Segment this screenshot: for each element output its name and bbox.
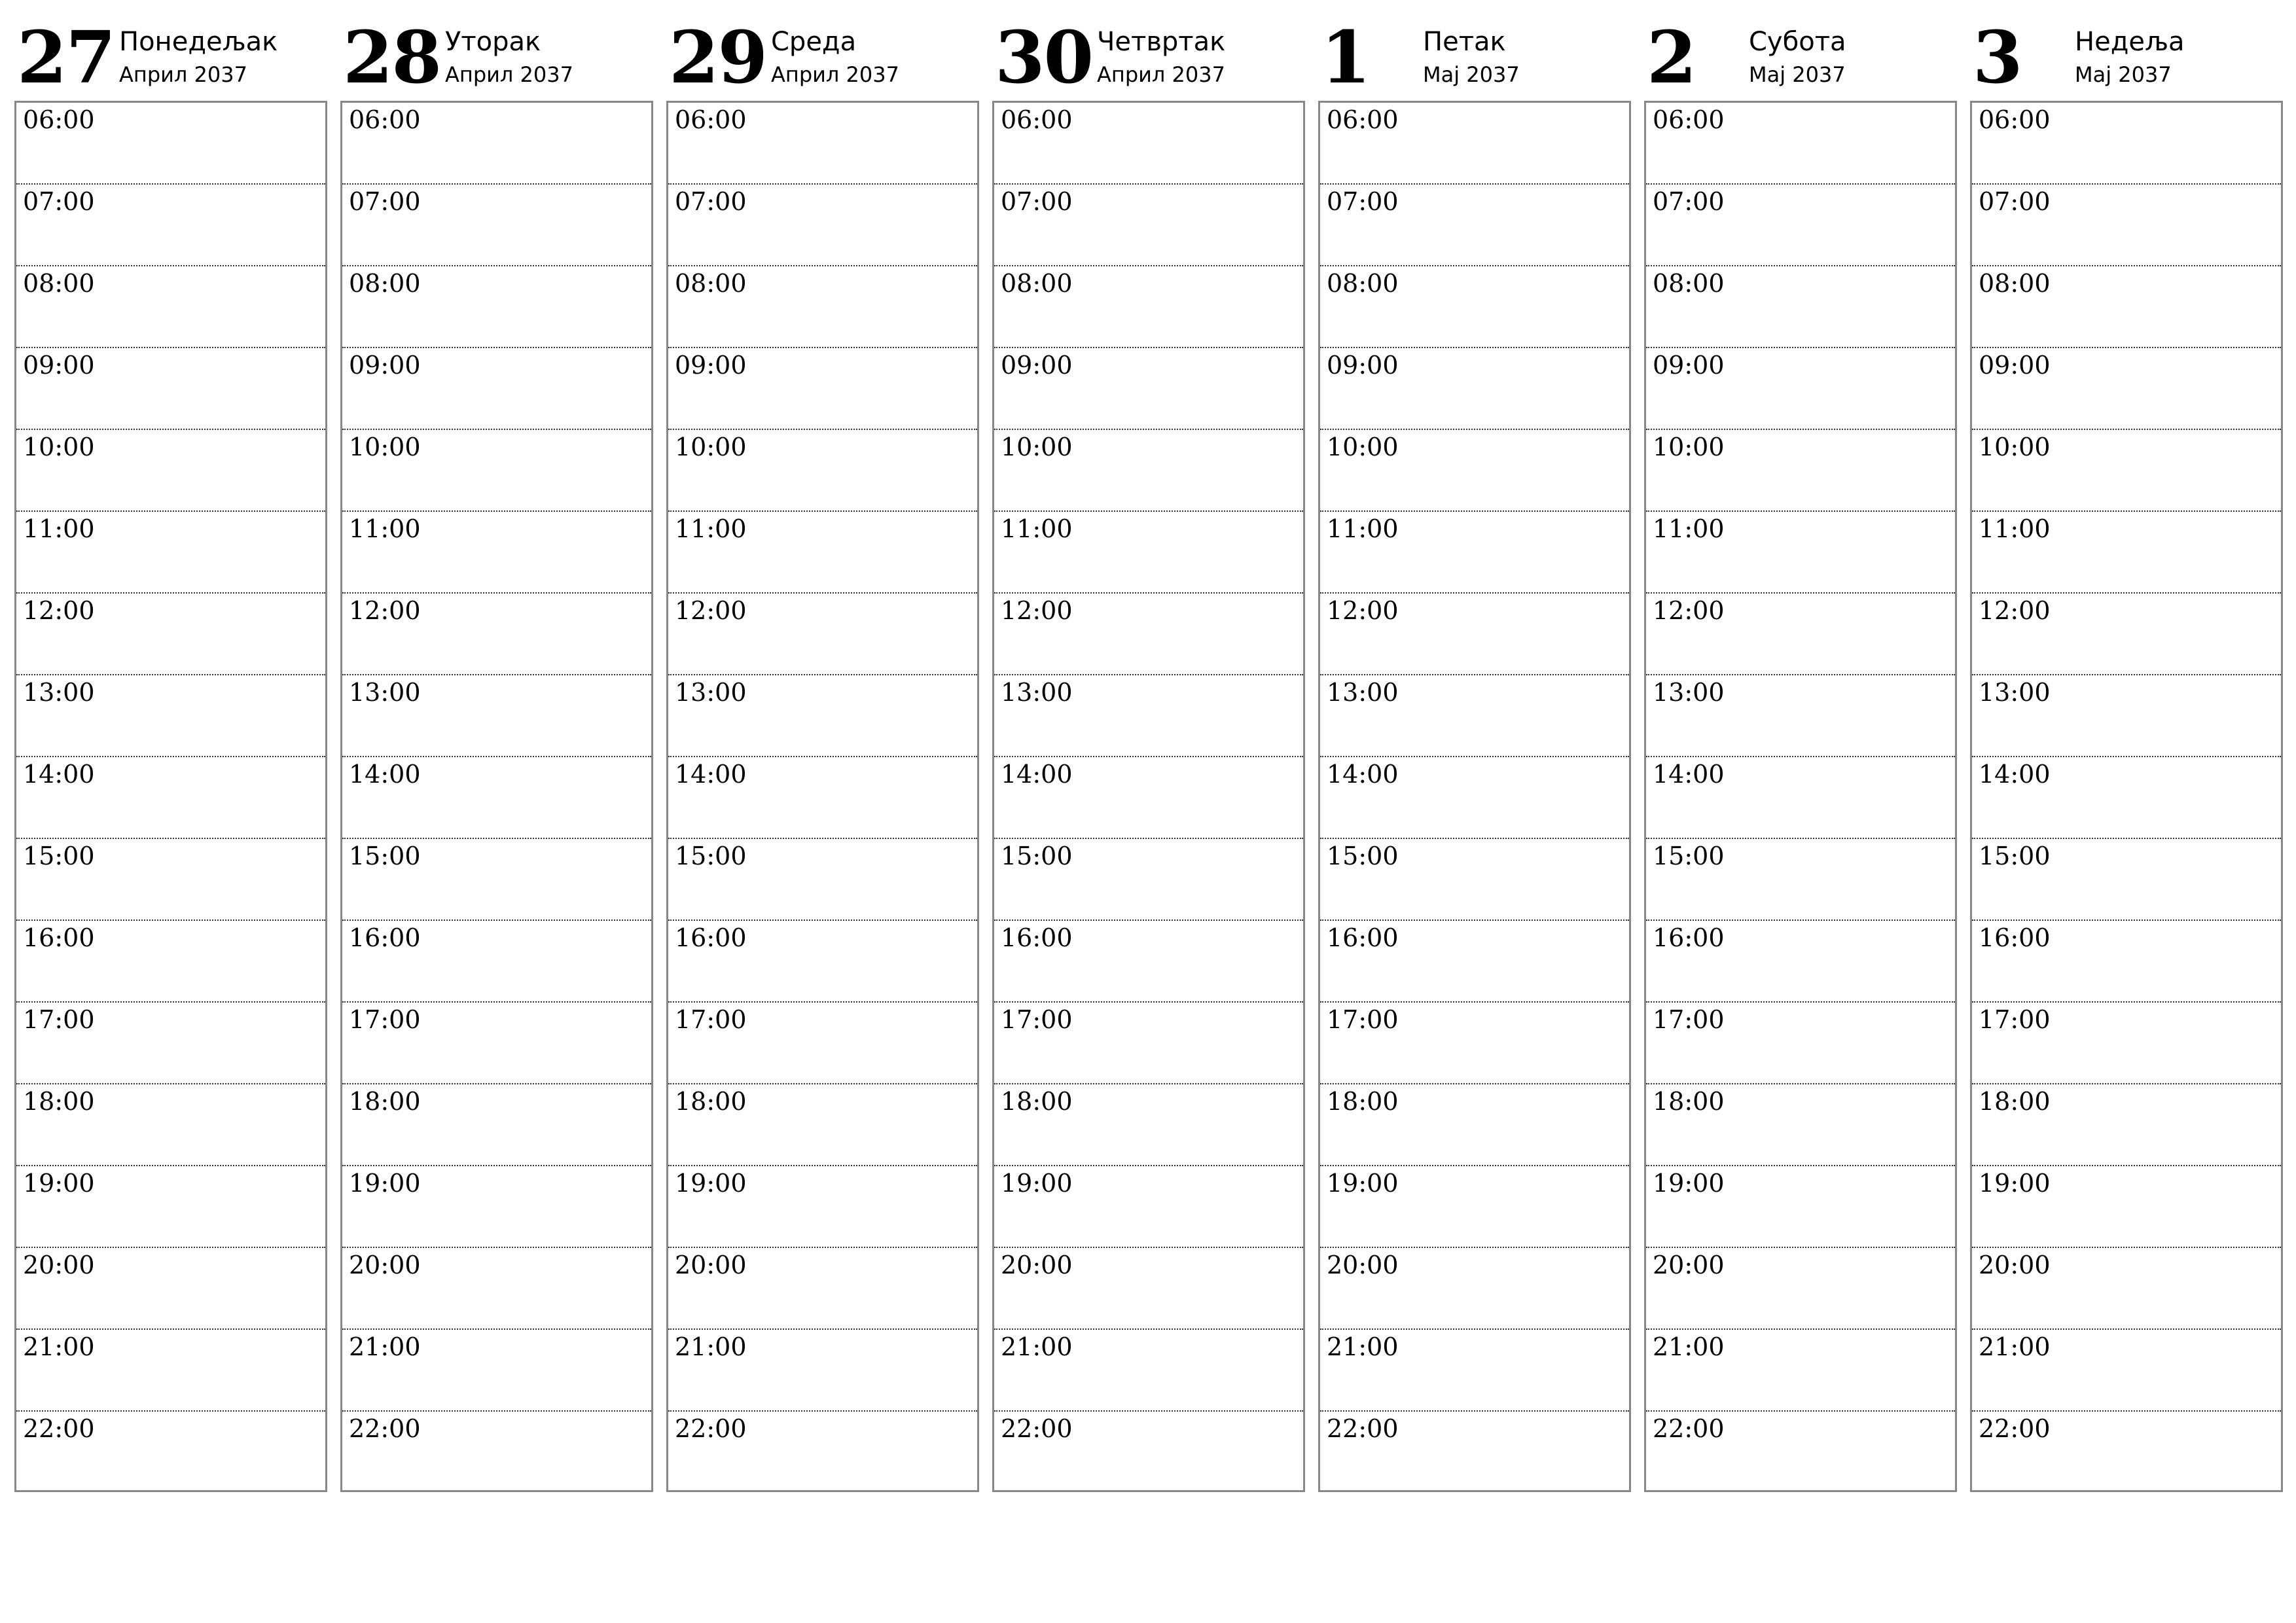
hour-label: 18:00 [1327, 1087, 1399, 1116]
day-month: Април 2037 [119, 62, 247, 87]
hour-label: 16:00 [675, 923, 747, 952]
hour-slot[interactable] [1320, 921, 1629, 1003]
hour-label: 12:00 [349, 596, 421, 625]
hour-slot[interactable] [994, 430, 1303, 512]
hour-label: 21:00 [349, 1332, 421, 1361]
hour-slot[interactable] [668, 1248, 977, 1330]
hour-label: 08:00 [675, 269, 747, 298]
hour-slot[interactable] [1320, 185, 1629, 266]
hour-label: 09:00 [349, 351, 421, 380]
hour-label: 22:00 [23, 1414, 95, 1443]
hour-label: 13:00 [23, 678, 95, 707]
hour-label: 10:00 [1327, 433, 1399, 461]
hours-box [14, 101, 327, 1492]
hour-slot[interactable] [1320, 348, 1629, 430]
hour-label: 11:00 [349, 514, 421, 543]
hour-slot[interactable] [342, 512, 651, 594]
hour-label: 08:00 [1653, 269, 1725, 298]
hour-label: 17:00 [1653, 1005, 1725, 1034]
hour-slot[interactable] [994, 103, 1303, 185]
hour-label: 13:00 [349, 678, 421, 707]
hour-slot[interactable] [994, 512, 1303, 594]
hour-label: 06:00 [1979, 105, 2051, 134]
hour-slot[interactable] [1972, 675, 2281, 757]
hour-slot[interactable] [16, 512, 325, 594]
day-header [340, 16, 653, 101]
hour-slot[interactable] [342, 185, 651, 266]
day-column [1644, 16, 1957, 1496]
hour-label: 21:00 [1653, 1332, 1725, 1361]
hour-label: 09:00 [1327, 351, 1399, 380]
hour-slot[interactable] [1320, 594, 1629, 675]
day-month: Мај 2037 [1749, 62, 1846, 87]
hour-slot[interactable] [1646, 1084, 1955, 1166]
hour-slot[interactable] [1972, 1412, 2281, 1490]
hour-slot[interactable] [1320, 675, 1629, 757]
hour-slot[interactable] [668, 266, 977, 348]
hour-label: 14:00 [1001, 760, 1073, 789]
hour-label: 10:00 [1979, 433, 2051, 461]
day-column [666, 16, 979, 1496]
day-column [14, 16, 327, 1496]
hour-slot[interactable] [1646, 430, 1955, 512]
hour-slot[interactable] [342, 594, 651, 675]
hour-label: 07:00 [349, 187, 421, 216]
hour-slot[interactable] [16, 839, 325, 921]
day-number: 3 [1973, 15, 2022, 99]
hour-slot[interactable] [342, 1003, 651, 1084]
hour-label: 14:00 [1979, 760, 2051, 789]
day-name: Четвртак [1097, 27, 1226, 57]
hour-label: 17:00 [349, 1005, 421, 1034]
hour-slot[interactable] [994, 1248, 1303, 1330]
hour-slot[interactable] [342, 1084, 651, 1166]
day-number: 2 [1647, 15, 1696, 99]
hour-label: 20:00 [1653, 1251, 1725, 1279]
hour-label: 07:00 [1001, 187, 1073, 216]
hour-slot[interactable] [1972, 1330, 2281, 1412]
hour-label: 16:00 [1001, 923, 1073, 952]
hour-label: 12:00 [23, 596, 95, 625]
hour-label: 15:00 [675, 842, 747, 870]
day-name: Среда [771, 27, 857, 57]
hour-slot[interactable] [994, 348, 1303, 430]
hour-slot[interactable] [1320, 430, 1629, 512]
hour-slot[interactable] [994, 757, 1303, 839]
hour-label: 16:00 [1979, 923, 2051, 952]
hours-box [1318, 101, 1631, 1492]
day-month: Април 2037 [1097, 62, 1225, 87]
hour-slot[interactable] [16, 103, 325, 185]
day-header [1970, 16, 2283, 101]
hour-label: 12:00 [1327, 596, 1399, 625]
day-number: 29 [669, 15, 767, 99]
hours-box [666, 101, 979, 1492]
hour-slot[interactable] [1972, 266, 2281, 348]
hour-label: 12:00 [1653, 596, 1725, 625]
hour-slot[interactable] [1972, 594, 2281, 675]
hour-label: 16:00 [23, 923, 95, 952]
day-name: Субота [1749, 27, 1846, 57]
hour-label: 07:00 [1653, 187, 1725, 216]
hour-label: 19:00 [349, 1169, 421, 1198]
day-month: Мај 2037 [2075, 62, 2172, 87]
hour-slot[interactable] [994, 594, 1303, 675]
hour-slot[interactable] [1646, 1166, 1955, 1248]
hour-label: 06:00 [23, 105, 95, 134]
hour-slot[interactable] [1320, 1003, 1629, 1084]
hour-slot[interactable] [342, 757, 651, 839]
hour-slot[interactable] [1972, 348, 2281, 430]
hour-label: 15:00 [1979, 842, 2051, 870]
hour-label: 22:00 [1001, 1414, 1073, 1443]
hour-label: 13:00 [1979, 678, 2051, 707]
weekly-planner [14, 16, 2288, 1496]
hour-label: 18:00 [1001, 1087, 1073, 1116]
hour-label: 09:00 [1653, 351, 1725, 380]
hour-slot[interactable] [16, 1412, 325, 1490]
hour-label: 15:00 [23, 842, 95, 870]
hour-slot[interactable] [16, 594, 325, 675]
hour-slot[interactable] [994, 839, 1303, 921]
hour-slot[interactable] [1320, 1084, 1629, 1166]
hour-slot[interactable] [342, 103, 651, 185]
hour-slot[interactable] [16, 757, 325, 839]
hour-slot[interactable] [16, 185, 325, 266]
hour-label: 17:00 [23, 1005, 95, 1034]
day-month: Април 2037 [771, 62, 899, 87]
day-header [666, 16, 979, 101]
hour-label: 07:00 [1327, 187, 1399, 216]
hour-slot[interactable] [668, 757, 977, 839]
hour-label: 21:00 [23, 1332, 95, 1361]
hour-slot[interactable] [1972, 430, 2281, 512]
hour-label: 14:00 [23, 760, 95, 789]
hour-label: 13:00 [675, 678, 747, 707]
hour-label: 20:00 [1001, 1251, 1073, 1279]
hour-slot[interactable] [994, 1330, 1303, 1412]
hour-label: 11:00 [675, 514, 747, 543]
hour-slot[interactable] [1972, 1248, 2281, 1330]
hour-slot[interactable] [1646, 512, 1955, 594]
hour-label: 20:00 [23, 1251, 95, 1279]
day-column [992, 16, 1305, 1496]
hour-label: 18:00 [1979, 1087, 2051, 1116]
hour-label: 08:00 [1979, 269, 2051, 298]
hour-label: 10:00 [675, 433, 747, 461]
hour-slot[interactable] [1972, 185, 2281, 266]
hour-slot[interactable] [1320, 1248, 1629, 1330]
hour-label: 12:00 [1001, 596, 1073, 625]
hour-label: 14:00 [1653, 760, 1725, 789]
hours-box [992, 101, 1305, 1492]
hour-label: 08:00 [1001, 269, 1073, 298]
hour-label: 20:00 [675, 1251, 747, 1279]
hour-label: 11:00 [1653, 514, 1725, 543]
hour-label: 21:00 [1979, 1332, 2051, 1361]
hours-box [340, 101, 653, 1492]
hour-label: 09:00 [1979, 351, 2051, 380]
hour-label: 16:00 [1653, 923, 1725, 952]
hour-label: 11:00 [1327, 514, 1399, 543]
hour-slot[interactable] [1320, 839, 1629, 921]
hour-label: 21:00 [675, 1332, 747, 1361]
hour-slot[interactable] [668, 103, 977, 185]
hour-slot[interactable] [1972, 1166, 2281, 1248]
hour-label: 15:00 [1327, 842, 1399, 870]
day-header [1318, 16, 1631, 101]
day-column [340, 16, 653, 1496]
hour-slot[interactable] [1320, 1412, 1629, 1490]
day-number: 1 [1321, 15, 1370, 99]
hour-slot[interactable] [1646, 185, 1955, 266]
hour-slot[interactable] [1972, 512, 2281, 594]
hour-label: 13:00 [1001, 678, 1073, 707]
hour-label: 17:00 [1979, 1005, 2051, 1034]
hour-label: 20:00 [1327, 1251, 1399, 1279]
hour-label: 19:00 [1327, 1169, 1399, 1198]
hour-label: 07:00 [23, 187, 95, 216]
hour-slot[interactable] [1646, 1003, 1955, 1084]
hour-slot[interactable] [342, 921, 651, 1003]
hour-label: 09:00 [675, 351, 747, 380]
hour-slot[interactable] [1646, 675, 1955, 757]
hour-label: 17:00 [1327, 1005, 1399, 1034]
hour-label: 19:00 [1979, 1169, 2051, 1198]
hour-slot[interactable] [1646, 757, 1955, 839]
hour-slot[interactable] [1320, 103, 1629, 185]
hour-label: 08:00 [1327, 269, 1399, 298]
hour-label: 18:00 [349, 1087, 421, 1116]
hour-slot[interactable] [994, 921, 1303, 1003]
hour-label: 18:00 [675, 1087, 747, 1116]
hour-slot[interactable] [1646, 921, 1955, 1003]
hour-label: 17:00 [675, 1005, 747, 1034]
hour-label: 10:00 [349, 433, 421, 461]
hour-slot[interactable] [16, 675, 325, 757]
day-number: 28 [343, 15, 441, 99]
hour-slot[interactable] [16, 430, 325, 512]
hour-label: 19:00 [675, 1169, 747, 1198]
hour-label: 16:00 [349, 923, 421, 952]
hour-label: 18:00 [1653, 1087, 1725, 1116]
hour-slot[interactable] [16, 1248, 325, 1330]
hour-label: 09:00 [1001, 351, 1073, 380]
hour-slot[interactable] [1646, 103, 1955, 185]
hour-label: 22:00 [349, 1414, 421, 1443]
hour-slot[interactable] [342, 839, 651, 921]
day-number: 27 [17, 15, 115, 99]
hour-label: 22:00 [1979, 1414, 2051, 1443]
hour-slot[interactable] [1320, 1166, 1629, 1248]
hour-label: 13:00 [1327, 678, 1399, 707]
hour-slot[interactable] [1972, 103, 2281, 185]
hour-slot[interactable] [16, 921, 325, 1003]
hour-slot[interactable] [16, 1003, 325, 1084]
day-number: 30 [995, 15, 1093, 99]
day-header [14, 16, 327, 101]
hour-slot[interactable] [994, 185, 1303, 266]
hour-label: 08:00 [23, 269, 95, 298]
hour-slot[interactable] [994, 1166, 1303, 1248]
hour-slot[interactable] [994, 1412, 1303, 1490]
hour-label: 21:00 [1327, 1332, 1399, 1361]
hour-slot[interactable] [342, 675, 651, 757]
hour-slot[interactable] [16, 1166, 325, 1248]
day-month: Април 2037 [445, 62, 573, 87]
hour-label: 06:00 [1653, 105, 1725, 134]
hour-slot[interactable] [668, 1330, 977, 1412]
hour-label: 19:00 [1001, 1169, 1073, 1198]
hour-label: 10:00 [1001, 433, 1073, 461]
hour-label: 07:00 [1979, 187, 2051, 216]
hour-slot[interactable] [668, 430, 977, 512]
hour-slot[interactable] [1646, 839, 1955, 921]
hour-slot[interactable] [668, 1003, 977, 1084]
hour-slot[interactable] [1972, 839, 2281, 921]
hour-slot[interactable] [16, 1330, 325, 1412]
hour-label: 22:00 [1327, 1414, 1399, 1443]
hour-slot[interactable] [342, 1248, 651, 1330]
hour-label: 20:00 [349, 1251, 421, 1279]
hour-slot[interactable] [1646, 1412, 1955, 1490]
hour-slot[interactable] [668, 839, 977, 921]
day-name: Недеља [2075, 27, 2185, 57]
hour-slot[interactable] [342, 348, 651, 430]
hour-slot[interactable] [1646, 1330, 1955, 1412]
hour-slot[interactable] [1320, 757, 1629, 839]
hour-slot[interactable] [668, 348, 977, 430]
hour-label: 11:00 [23, 514, 95, 543]
hour-label: 12:00 [675, 596, 747, 625]
hour-slot[interactable] [16, 1084, 325, 1166]
hour-label: 13:00 [1653, 678, 1725, 707]
hour-slot[interactable] [668, 921, 977, 1003]
hour-slot[interactable] [1320, 1330, 1629, 1412]
hour-label: 20:00 [1979, 1251, 2051, 1279]
hour-label: 06:00 [675, 105, 747, 134]
hour-label: 19:00 [23, 1169, 95, 1198]
hour-label: 15:00 [1653, 842, 1725, 870]
day-column [1318, 16, 1631, 1496]
hour-label: 18:00 [23, 1087, 95, 1116]
day-name: Петак [1423, 27, 1506, 57]
day-name: Уторак [445, 27, 541, 57]
hour-slot[interactable] [1320, 512, 1629, 594]
hour-slot[interactable] [668, 675, 977, 757]
hour-slot[interactable] [668, 1166, 977, 1248]
hour-slot[interactable] [1646, 594, 1955, 675]
hour-slot[interactable] [1646, 1248, 1955, 1330]
hour-slot[interactable] [668, 1084, 977, 1166]
hour-slot[interactable] [1320, 266, 1629, 348]
day-name: Понедељак [119, 27, 278, 57]
hour-slot[interactable] [1646, 266, 1955, 348]
hour-slot[interactable] [668, 1412, 977, 1490]
hour-label: 12:00 [1979, 596, 2051, 625]
hour-slot[interactable] [342, 1330, 651, 1412]
hour-label: 06:00 [1001, 105, 1073, 134]
hour-slot[interactable] [342, 1412, 651, 1490]
hour-label: 08:00 [349, 269, 421, 298]
hour-label: 14:00 [1327, 760, 1399, 789]
hour-label: 15:00 [349, 842, 421, 870]
hour-label: 11:00 [1001, 514, 1073, 543]
hour-label: 09:00 [23, 351, 95, 380]
hour-slot[interactable] [342, 1166, 651, 1248]
hour-label: 10:00 [1653, 433, 1725, 461]
hour-slot[interactable] [668, 185, 977, 266]
hour-label: 07:00 [675, 187, 747, 216]
hour-label: 17:00 [1001, 1005, 1073, 1034]
day-header [1644, 16, 1957, 101]
hour-slot[interactable] [994, 266, 1303, 348]
hour-label: 14:00 [349, 760, 421, 789]
hour-label: 10:00 [23, 433, 95, 461]
hour-slot[interactable] [994, 1003, 1303, 1084]
hour-label: 11:00 [1979, 514, 2051, 543]
hours-box [1644, 101, 1957, 1492]
hour-label: 15:00 [1001, 842, 1073, 870]
hour-slot[interactable] [994, 1084, 1303, 1166]
hour-slot[interactable] [16, 348, 325, 430]
hours-box [1970, 101, 2283, 1492]
hour-label: 21:00 [1001, 1332, 1073, 1361]
hour-slot[interactable] [1972, 1003, 2281, 1084]
hour-slot[interactable] [668, 512, 977, 594]
hour-slot[interactable] [1972, 921, 2281, 1003]
hour-slot[interactable] [1646, 348, 1955, 430]
hour-label: 22:00 [1653, 1414, 1725, 1443]
day-header [992, 16, 1305, 101]
hour-slot[interactable] [342, 266, 651, 348]
hour-slot[interactable] [16, 266, 325, 348]
hour-label: 06:00 [349, 105, 421, 134]
hour-label: 22:00 [675, 1414, 747, 1443]
hour-slot[interactable] [1972, 757, 2281, 839]
day-column [1970, 16, 2283, 1496]
hour-slot[interactable] [994, 675, 1303, 757]
hour-label: 14:00 [675, 760, 747, 789]
hour-label: 16:00 [1327, 923, 1399, 952]
hour-slot[interactable] [342, 430, 651, 512]
day-month: Мај 2037 [1423, 62, 1520, 87]
hour-slot[interactable] [1972, 1084, 2281, 1166]
hour-label: 06:00 [1327, 105, 1399, 134]
hour-slot[interactable] [668, 594, 977, 675]
hour-label: 19:00 [1653, 1169, 1725, 1198]
